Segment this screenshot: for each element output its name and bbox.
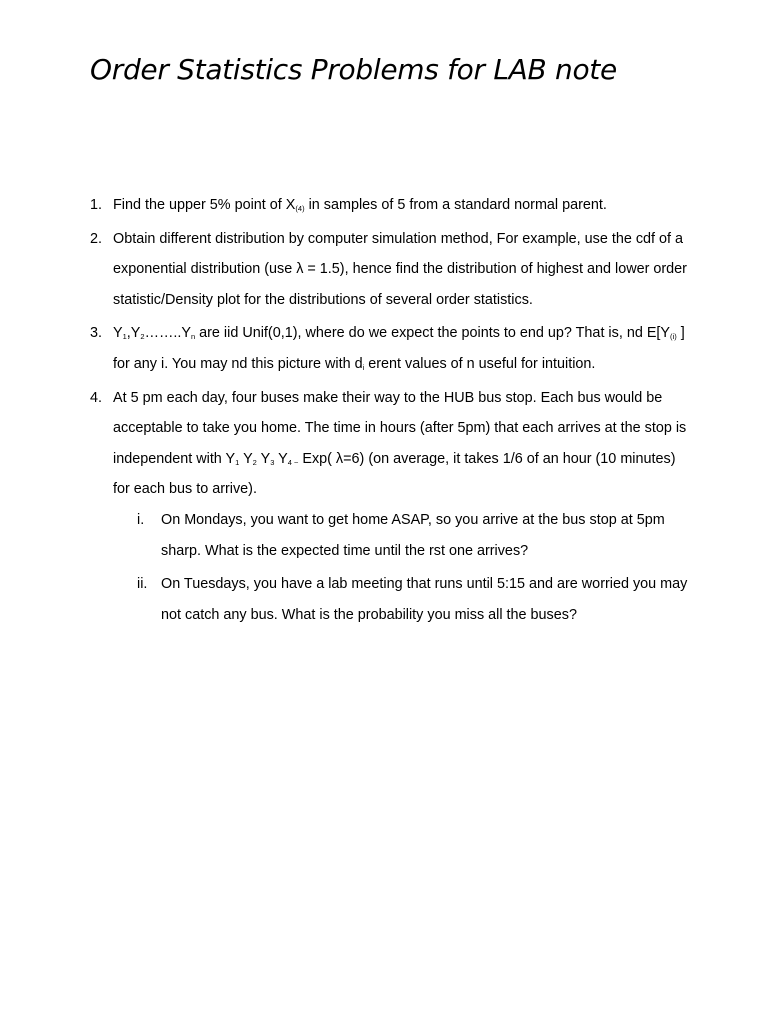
problem-2 bbox=[90, 224, 693, 316]
sub-question-text: On Mondays, you want to get home ASAP, so you arrive at the bus stop at 5pm sharp. What is the expected time until the rst one arrives? bbox=[161, 511, 665, 559]
text-run: Find the upper 5% point of X bbox=[113, 197, 296, 213]
problem-list bbox=[90, 190, 693, 633]
subscript: (4) bbox=[295, 204, 305, 213]
sub-question-ii bbox=[113, 569, 693, 630]
text-run: Y bbox=[274, 450, 288, 467]
subscript: 2 bbox=[252, 457, 257, 467]
text-run: ] for any i. You may nd this picture with d bbox=[113, 325, 685, 372]
page-title: Order Statistics Problems for LAB note bbox=[90, 53, 617, 86]
problem-1 bbox=[90, 190, 693, 221]
sub-question-i bbox=[113, 505, 693, 566]
sub-question-list bbox=[113, 505, 693, 630]
text-run: Y bbox=[113, 325, 123, 342]
subscript: 4 ~ bbox=[287, 457, 299, 467]
problem-number: 2. bbox=[90, 230, 103, 247]
subscript: i bbox=[362, 362, 365, 372]
text-run: At 5 pm each day, four buses make their way to the HUB bus stop. Each bus would be acceptable to take you home. The time in hours (after 5pm) that each arrives at the stop is independent with Y bbox=[113, 389, 687, 467]
problem-4 bbox=[90, 383, 693, 631]
text-run: in samples of 5 from a standard normal parent. bbox=[304, 197, 607, 213]
sub-question-number: ii. bbox=[137, 576, 148, 593]
text-run: erent values of n useful for intuition. bbox=[364, 355, 596, 372]
subscript: 2 bbox=[140, 332, 145, 342]
text-run: Y bbox=[239, 450, 253, 467]
problem-text bbox=[113, 390, 686, 498]
subscript: 3 bbox=[270, 457, 275, 467]
text-run: ……..Y bbox=[144, 325, 191, 342]
problem-number: 3. bbox=[90, 325, 103, 342]
subscript: 1 bbox=[235, 457, 240, 467]
problem-text: Obtain different distribution by computer simulation method, For example, use the cdf of a exponential distribution (use λ = 1.5), hence find the distribution of highest and lower order statistic/Density plot for the distributions of several order statistics. bbox=[113, 230, 687, 308]
subscript: (i) bbox=[670, 332, 677, 342]
text-run: Y bbox=[256, 450, 271, 467]
subscript: 1 bbox=[122, 332, 127, 342]
problem-text bbox=[113, 197, 607, 213]
problem-number: 4. bbox=[90, 389, 103, 406]
text-run: Exp( λ=6) (on average, it takes 1/6 of an hour (10 minutes) for each bus to arrive). bbox=[113, 450, 676, 498]
text-run: are iid Unif(0,1), where do we expect the points to end up? That is, nd E[Y bbox=[195, 325, 671, 342]
problem-number: 1. bbox=[90, 197, 103, 213]
text-run: ,Y bbox=[126, 325, 141, 342]
subscript: n bbox=[190, 332, 196, 342]
sub-question-number: i. bbox=[137, 511, 145, 528]
problem-text bbox=[113, 325, 685, 372]
problem-3 bbox=[90, 318, 693, 379]
sub-question-text: On Tuesdays, you have a lab meeting that runs until 5:15 and are worried you may not catch any bus. What is the probability you miss all the buses? bbox=[161, 576, 688, 623]
